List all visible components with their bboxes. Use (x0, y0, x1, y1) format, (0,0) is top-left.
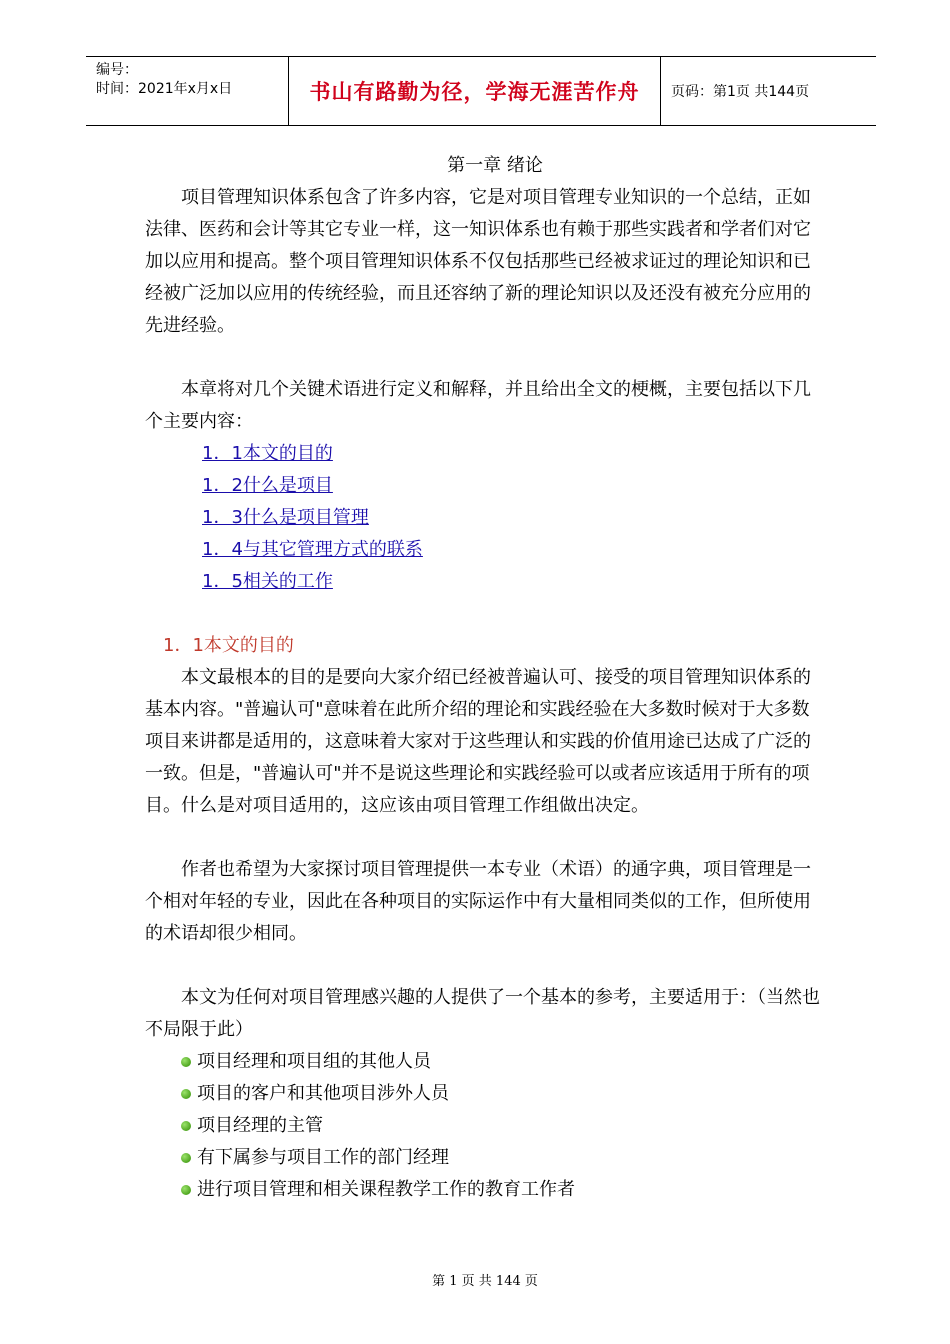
toc-link-1-5[interactable]: 1．5相关的工作 (202, 571, 333, 592)
spacer (145, 342, 825, 374)
section-paragraph: 作者也希望为大家探讨项目管理提供一本专业（术语）的通字典，项目管理是一个相对年轻的专业，因此在各种项目的实际运作中有大量相同类似的工作，但所使用的术语却很少相同。 (145, 859, 811, 944)
toc-link-1-3[interactable]: 1．3什么是项目管理 (202, 507, 369, 528)
document-body (145, 150, 825, 1206)
page-footer: 第 1 页 共 144 页 (432, 1274, 538, 1289)
list-item (181, 1174, 825, 1206)
number-label: 编号： (96, 62, 138, 78)
green-bullet-icon (181, 1185, 191, 1195)
toc-link-1-1[interactable]: 1．1本文的目的 (202, 443, 333, 464)
toc-link-1-4[interactable]: 1．4与其它管理方式的联系 (202, 539, 423, 560)
header-motto: 书山有路勤为径，学海无涯苦作舟 (288, 57, 661, 125)
spacer (145, 822, 825, 854)
intro-paragraph: 项目管理知识体系包含了许多内容，它是对项目管理专业知识的一个总结，正如法律、医药和会计等其它专业一样，这一知识体系也有赖于那些实践者和学者们对它加以应用和提高。整个项目管理知识体系不仅包括那些已经被求证过的理论知识和已经被广泛加以应用的传统经验，而且还容纳了新的理论知识以及还没有被充分应用的先进经验。 (145, 187, 811, 336)
table-of-contents (145, 438, 825, 598)
audience-list (145, 1046, 825, 1206)
header-meta (86, 57, 288, 125)
list-item-text: 有下属参与项目工作的部门经理 (197, 1147, 449, 1168)
list-item-text: 项目经理的主管 (197, 1115, 323, 1136)
list-item-text: 项目经理和项目组的其他人员 (197, 1051, 431, 1072)
toc-link-1-2[interactable]: 1．2什么是项目 (202, 475, 333, 496)
spacer (145, 950, 825, 982)
document-header (86, 56, 876, 126)
green-bullet-icon (181, 1153, 191, 1163)
green-bullet-icon (181, 1121, 191, 1131)
date-label: 时间：2021年x月x日 (96, 81, 233, 97)
list-item-text: 进行项目管理和相关课程教学工作的教育工作者 (197, 1179, 575, 1200)
section-paragraph: 本文最根本的目的是要向大家介绍已经被普遍认可、接受的项目管理知识体系的基本内容。"普遍认可"意味着在此所介绍的理论和实践经验在大多数时候对于大多数项目来讲都是适用的，这意味着大家对于这些理认和实践的价值用途已达成了广泛的一致。但是，"普遍认可"并不是说这些理论和实践经验可以或者应该适用于所有的项目。什么是对项目适用的，这应该由项目管理工作组做出决定。 (145, 667, 811, 816)
list-item (181, 1110, 825, 1142)
green-bullet-icon (181, 1089, 191, 1099)
section-paragraph: 本文为任何对项目管理感兴趣的人提供了一个基本的参考，主要适用于：（当然也不局限于此） (145, 987, 820, 1040)
overview-paragraph: 本章将对几个关键术语进行定义和解释，并且给出全文的梗概，主要包括以下几个主要内容： (145, 379, 811, 432)
spacer (145, 598, 825, 630)
chapter-title: 第一章 绪论 (447, 155, 543, 176)
green-bullet-icon (181, 1057, 191, 1067)
list-item (181, 1078, 825, 1110)
list-item (181, 1142, 825, 1174)
section-heading: 1．1本文的目的 (163, 635, 294, 656)
list-item-text: 项目的客户和其他项目涉外人员 (197, 1083, 449, 1104)
header-page-info: 页码：第1页 共144页 (671, 84, 810, 100)
list-item (181, 1046, 825, 1078)
